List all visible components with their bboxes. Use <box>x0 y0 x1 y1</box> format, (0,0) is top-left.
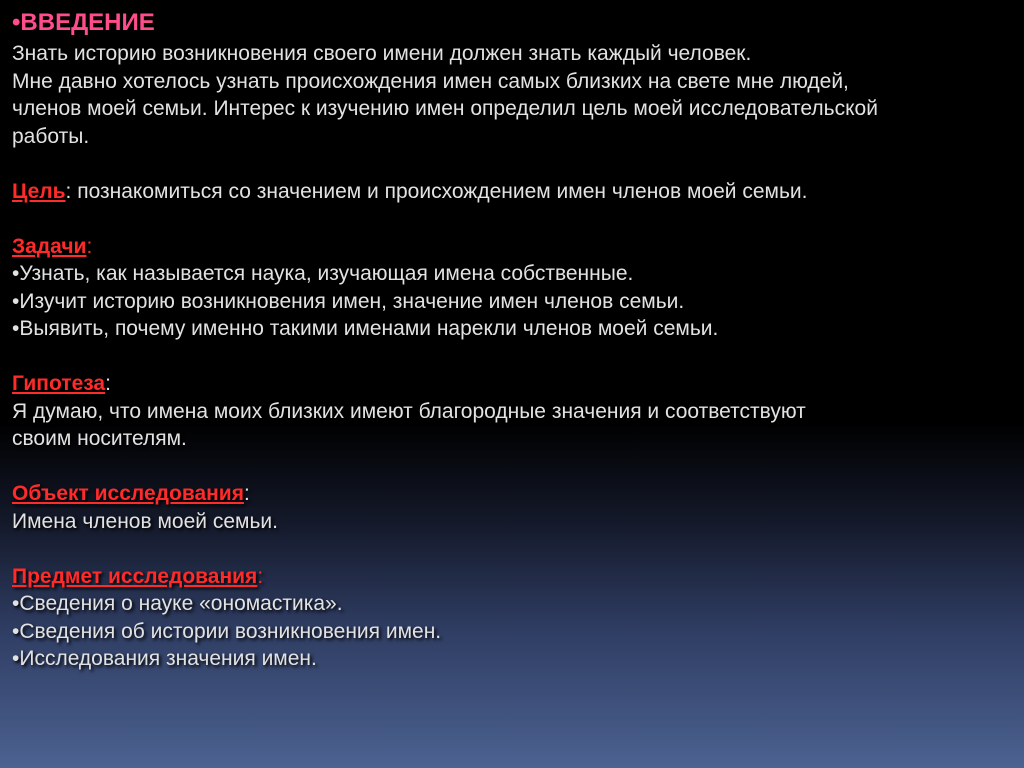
subject-item: •Сведения об истории возникновения имен. <box>12 619 442 643</box>
task-item: •Выявить, почему именно такими именами нарекли членов моей семьи. <box>12 317 719 340</box>
slide <box>12 8 1017 758</box>
tasks-colon: : <box>86 234 93 258</box>
goal-heading: Цель <box>12 179 66 203</box>
spacer <box>12 343 1017 371</box>
intro-line: членов моей семьи. Интерес к изучению имен определил цель моей исследовательской <box>12 97 878 120</box>
spacer <box>12 535 1017 563</box>
hypothesis-line: Я думаю, что имена моих близких имеют благородные значения и соответствуют <box>12 399 806 423</box>
task-item: •Изучит историю возникновения имен, значение имен членов семьи. <box>12 289 685 313</box>
task-item: •Узнать, как называется наука, изучающая имена собственные. <box>12 262 634 285</box>
slide-body <box>12 40 1017 673</box>
spacer <box>12 453 1017 481</box>
goal-line <box>12 178 1017 206</box>
tasks-heading: Задачи <box>12 234 87 258</box>
object-text: Имена членов моей семьи. <box>12 509 278 533</box>
object-heading: Объект исследования <box>12 482 244 505</box>
hypothesis-heading-line <box>12 370 1017 398</box>
intro-line: работы. <box>12 124 90 148</box>
spacer <box>12 150 1017 178</box>
goal-colon: : <box>65 179 72 203</box>
hypothesis-line: своим носителям. <box>12 427 187 450</box>
subject-item: •Исследования значения имен. <box>12 647 317 670</box>
goal-text: познакомиться со значением и происхождением имен членов моей семьи. <box>71 179 808 203</box>
subject-item: •Сведения о науке «ономастика». <box>12 592 343 615</box>
tasks-heading-line <box>12 233 1017 261</box>
object-colon: : <box>243 482 250 505</box>
intro-line: Знать историю возникновения своего имени должен знать каждый человек. <box>12 42 752 65</box>
subject-colon: : <box>257 564 264 588</box>
subject-heading: Предмет исследования <box>12 564 258 588</box>
hypothesis-colon: : <box>105 372 111 395</box>
hypothesis-heading: Гипотеза <box>12 372 106 395</box>
spacer <box>12 205 1017 233</box>
subject-heading-line <box>12 563 1017 591</box>
intro-line: Мне давно хотелось узнать происхождения имен самых близких на свете мне людей, <box>12 69 849 93</box>
slide-title: •ВВЕДЕНИЕ <box>12 9 155 36</box>
object-heading-line <box>12 480 1017 508</box>
